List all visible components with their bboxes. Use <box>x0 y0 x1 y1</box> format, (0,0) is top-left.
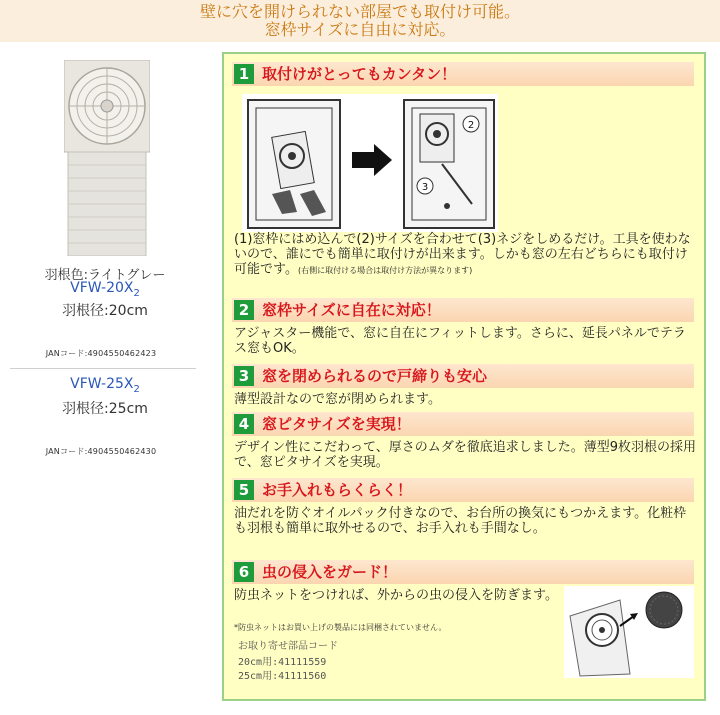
product-column <box>0 48 210 518</box>
section-2-text: アジャスター機能で、窓に自在にフィットします。さらに、延長パネルでテラス窓もOK。 <box>234 326 686 356</box>
parts-item-20cm: 20cm用:41111559 <box>238 657 327 668</box>
section-5-number: 5 <box>234 480 254 500</box>
feature-panel <box>222 52 706 701</box>
section-6-note: *防虫ネットはお買い上げの製品には同梱されていません。 <box>234 623 447 632</box>
section-3-text: 薄型設計なので窓が閉められます。 <box>234 392 441 407</box>
section-5-header <box>232 478 694 502</box>
model-name-2: VFW-$25X_2$ <box>70 376 140 395</box>
section-5-text: 油だれを防ぐオイルパック付きなので、お台所の換気にもつかえます。化粧枠も羽根も簡単に取外せるので、お手入れも手間なし。 <box>234 506 687 536</box>
section-3-title: 窓を閉められるので戸締りも安心 <box>262 367 488 385</box>
jan-code-2: JANコード:4904550462430 <box>45 447 157 456</box>
divider <box>10 368 196 369</box>
window-fan-image <box>64 60 150 256</box>
section-1-header <box>232 62 694 86</box>
section-3-number: 3 <box>234 366 254 386</box>
section-2-number: 2 <box>234 300 254 320</box>
section-1-title: 取付けがとってもカンタン！ <box>262 65 457 83</box>
blade-color-label: 羽根色:ライトグレー <box>44 268 166 283</box>
insect-net-illustration <box>564 586 694 678</box>
section-1-note: (右側に取付ける場合は取付け方法が異なります) <box>297 266 473 275</box>
blade-size-1: 羽根径:20cm <box>62 303 148 319</box>
header-line-1: 壁に穴を開けられない部屋でも取付け可能。 <box>199 2 520 21</box>
header-line-2: 窓枠サイズに自由に対応。 <box>264 20 456 39</box>
section-6-text: 防虫ネットをつければ、外からの虫の侵入を防ぎます。 <box>234 588 558 603</box>
svg-text:3: 3 <box>421 182 429 193</box>
model-name-1: VFW-$20X_2$ <box>70 280 140 299</box>
section-1-text: (1)窓枠にはめ込んで(2)サイズを合わせて(3)ネジをしめるだけ。工具を使わないので、誰にでも簡単に取付けが出来ます。しかも窓の左右どちらにも取付け可能です。(右側に取付ける場合は取付け方法が異なります) <box>234 232 691 277</box>
section-4-title: 窓ピタサイズを実現！ <box>262 415 411 433</box>
parts-title: お取り寄せ部品コード <box>238 641 338 652</box>
section-6-title: 虫の侵入をガード！ <box>262 563 398 581</box>
header-banner <box>0 0 720 42</box>
section-4-header <box>232 412 694 436</box>
section-3-header <box>232 364 694 388</box>
section-6-number: 6 <box>234 562 254 582</box>
parts-item-25cm: 25cm用:41111560 <box>238 671 327 682</box>
svg-text:2: 2 <box>467 120 475 131</box>
section-6-header <box>232 560 694 584</box>
installation-illustration <box>242 94 498 232</box>
section-2-header <box>232 298 694 322</box>
section-4-number: 4 <box>234 414 254 434</box>
section-4-text: デザイン性にこだわって、厚さのムダを徹底追求しました。薄型9枚羽根の採用で、窓ピタサイズを実現。 <box>234 440 696 470</box>
section-5-title: お手入れもらくらく！ <box>262 481 413 499</box>
section-2-title: 窓枠サイズに自在に対応！ <box>262 301 441 319</box>
blade-size-2: 羽根径:25cm <box>62 401 148 417</box>
section-1-number: 1 <box>234 64 254 84</box>
jan-code-1: JANコード:4904550462423 <box>45 349 157 358</box>
